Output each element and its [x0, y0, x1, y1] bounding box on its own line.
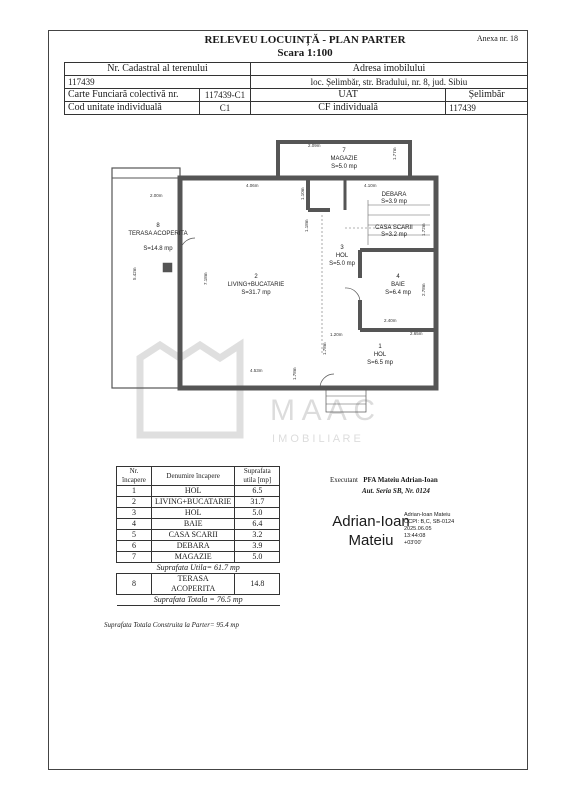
dimension-label: 1.20m — [330, 332, 343, 337]
room-8-number: 8 — [156, 223, 160, 229]
room-4-area: S=6.4 mp — [385, 290, 411, 296]
table-row — [117, 541, 280, 552]
cf-individual-value: 117439 — [446, 102, 528, 115]
row-area: 14.8 — [235, 574, 280, 595]
dimension-label: 1.72m — [421, 223, 426, 236]
walls — [112, 142, 436, 412]
table-row — [117, 497, 280, 508]
digital-signature-details — [404, 512, 454, 547]
row-number: 3 — [117, 508, 152, 519]
table-row — [117, 508, 280, 519]
row-name: LIVING+BUCATARIE — [152, 497, 235, 508]
watermark-text: M A A C — [270, 394, 376, 427]
annex-number: Anexa nr. 18 — [476, 34, 518, 43]
row-number: 8 — [117, 574, 152, 595]
table-row — [117, 519, 280, 530]
cf-label: Carte Funciară colectivă nr. — [65, 89, 200, 102]
dimension-label: 7.18m — [203, 272, 208, 285]
row-area: 6.5 — [235, 486, 280, 497]
row-name: CASA SCARII — [152, 530, 235, 541]
room-4-name: BAIE — [391, 282, 405, 288]
watermark-subtext: I M O B I L I A R E — [272, 433, 361, 445]
room-4-number: 4 — [396, 274, 400, 280]
dimension-label: 4.06m — [246, 183, 259, 188]
executant-name: PFA Mateiu Adrian-Ioan — [363, 476, 438, 484]
room-1-area: S=6.5 mp — [367, 360, 393, 366]
room-labels — [128, 148, 413, 366]
signature-line: OCPI: B,C, SB-0124 — [404, 519, 455, 525]
dimension-label: 1.78m — [292, 367, 297, 380]
room-6-area: S=3.9 mp — [381, 199, 407, 205]
row-area: 3.9 — [235, 541, 280, 552]
row-number: 2 — [117, 497, 152, 508]
address-value: loc. Șelimbăr, str. Bradului, nr. 8, jud. Sibiu — [251, 76, 528, 89]
row-name: BAIE — [152, 519, 235, 530]
room-5-name: CASA SCARII — [375, 225, 413, 231]
table-row — [117, 574, 280, 595]
room-8-area: S=14.8 mp — [143, 246, 173, 252]
table-row — [117, 486, 280, 497]
row-area: 31.7 — [235, 497, 280, 508]
room-2-number: 2 — [254, 274, 258, 280]
room-3-area: S=5.0 mp — [329, 261, 355, 267]
signature-line: +03'00' — [404, 540, 422, 546]
row-name: DEBARA — [152, 541, 235, 552]
row-number: 6 — [117, 541, 152, 552]
room-1-number: 1 — [378, 344, 382, 350]
row-number: 1 — [117, 486, 152, 497]
row-number: 4 — [117, 519, 152, 530]
dimension-label: 4.10m — [364, 183, 377, 188]
executant-authorization: Aut. Seria SB, Nr. 0124 — [362, 487, 430, 495]
dimension-label: 2.09m — [308, 143, 321, 148]
signature-line: Adrian-Ioan Mateiu — [404, 512, 451, 518]
cadastral-value: 117439 — [65, 76, 251, 89]
signature-line: 13:44:08 — [404, 533, 426, 539]
row-area: 3.2 — [235, 530, 280, 541]
room-7-number: 7 — [342, 148, 346, 154]
dimension-label: 2.00m — [150, 193, 163, 198]
uat-label: UAT — [251, 89, 446, 102]
col-header-name: Denumire încapere — [152, 467, 235, 486]
row-area: 5.0 — [235, 508, 280, 519]
row-name: HOL — [152, 508, 235, 519]
row-area: 6.4 — [235, 519, 280, 530]
room-3-number: 3 — [340, 245, 344, 251]
col-header-number: Nr. încapere — [117, 467, 152, 486]
dimension-label: 2.65m — [410, 331, 423, 336]
room-2-area: S=31.7 mp — [241, 290, 271, 296]
room-3-name: HOL — [335, 253, 349, 259]
dimension-label: 2.78m — [421, 283, 426, 296]
col-header-area: Suprafata utila [mp] — [235, 467, 280, 486]
executant-label: Executant — [330, 476, 358, 484]
scale-text: Scara 1:100 — [277, 47, 333, 59]
built-area-total: Suprafata Totala Construita la Parter= 95.4 mp — [104, 621, 239, 629]
row-name: MAGAZIE — [152, 552, 235, 563]
room-5-area: S=3.2 mp — [381, 232, 407, 238]
row-name: TERASA ACOPERITA — [152, 574, 235, 595]
row-number: 5 — [117, 530, 152, 541]
row-name: HOL — [152, 486, 235, 497]
room-6-name: DEBARA — [381, 192, 407, 198]
watermark — [140, 345, 375, 445]
room-8-name: TERASA ACOPERITA — [128, 231, 188, 237]
dimension-label: 1.10m — [300, 187, 305, 200]
signature-line: 2025.06.05 — [404, 526, 432, 532]
dimension-label: 4.53m — [250, 368, 263, 373]
room-7-name: MAGAZIE — [330, 156, 358, 162]
title-text: RELEVEU LOCUINȚĂ - PLAN PARTER — [204, 34, 406, 46]
room-7-area: S=5.0 mp — [331, 164, 357, 170]
table-row — [117, 530, 280, 541]
dimension-label: 1.18m — [304, 219, 309, 232]
row-area: 5.0 — [235, 552, 280, 563]
room-2-name: LIVING+BUCATARIE — [227, 282, 285, 288]
rooms-table — [116, 466, 280, 606]
dimension-label: 2.40m — [384, 318, 397, 323]
cadastral-label: Nr. Cadastral al terenului — [65, 63, 251, 76]
total-area: Suprafata Totala = 76.5 mp — [117, 595, 280, 606]
row-number: 7 — [117, 552, 152, 563]
cf-value: 117439-C1 — [200, 89, 251, 102]
dimension-label: 5.42m — [132, 267, 137, 280]
cf-individual-label: CF individuală — [251, 102, 446, 115]
digital-signature-name: Adrian-Ioan Mateiu — [332, 513, 410, 549]
address-label: Adresa imobilului — [251, 63, 528, 76]
table-row — [117, 552, 280, 563]
unit-label: Cod unitate individuală — [65, 102, 200, 115]
executant-line — [330, 476, 438, 484]
uat-value: Șelimbăr — [446, 89, 528, 102]
dimension-label: 1.78m — [322, 342, 327, 355]
useful-area-total: Suprafata Utila= 61.7 mp — [117, 563, 280, 574]
dimension-label: 1.77m — [392, 147, 397, 160]
unit-value: C1 — [200, 102, 251, 115]
room-1-name: HOL — [373, 352, 387, 358]
